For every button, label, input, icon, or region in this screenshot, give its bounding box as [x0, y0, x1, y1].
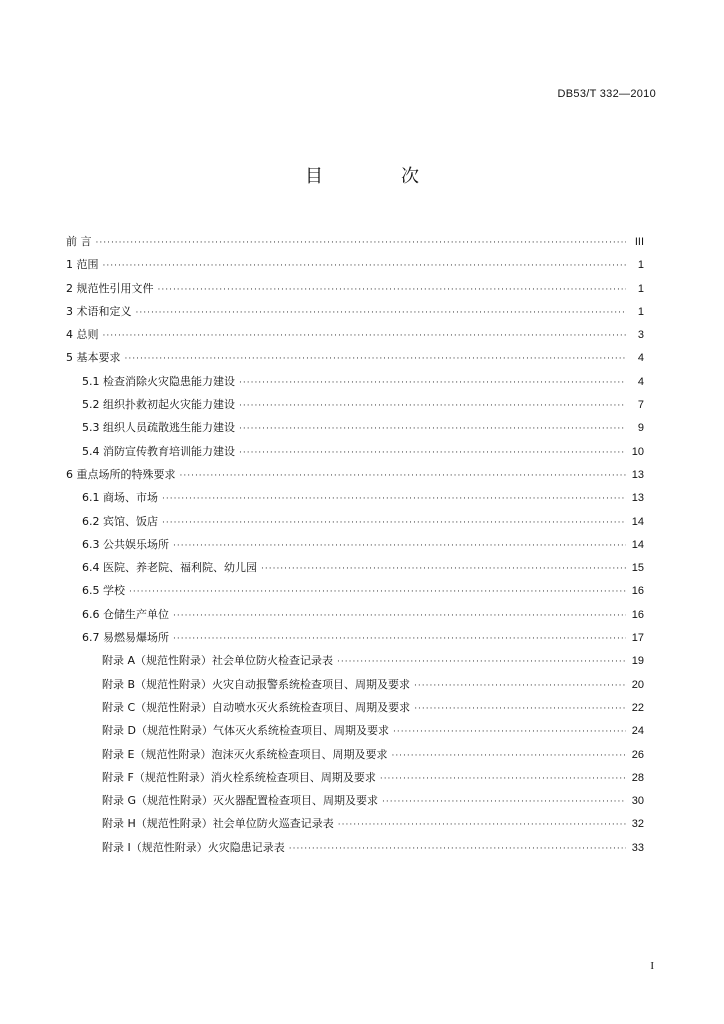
toc-leader-dots: [162, 518, 626, 528]
toc-leader-dots: [103, 331, 627, 341]
toc-entry-label: 4 总则: [66, 328, 99, 342]
toc-entry-label: 附录 B（规范性附录）火灾自动报警系统检查项目、周期及要求: [102, 677, 411, 691]
toc-entry[interactable]: [66, 746, 644, 769]
toc-entry-page: 13: [631, 468, 644, 481]
toc-entry[interactable]: [66, 443, 644, 466]
toc-entry-label: 5.4 消防宣传教育培训能力建设: [82, 444, 235, 458]
toc-entry-page: 20: [631, 678, 644, 691]
toc-leader-dots: [136, 308, 627, 318]
toc-entry-page: 14: [631, 538, 644, 551]
toc-entry-label: 6.2 宾馆、饭店: [82, 514, 158, 528]
toc-entry[interactable]: [66, 489, 644, 512]
toc-entry-label: 附录 F（规范性附录）消火栓系统检查项目、周期及要求: [102, 770, 376, 784]
toc-entry-page: 32: [631, 818, 644, 831]
toc-entry-label: 1 范围: [66, 258, 99, 272]
toc-entry-page: 1: [637, 259, 644, 272]
toc-entry-label: 3 术语和定义: [66, 304, 132, 318]
toc-entry-label: 5.2 组织扑救初起火灾能力建设: [82, 398, 235, 412]
toc-entry[interactable]: [66, 256, 644, 279]
toc-entry[interactable]: [66, 582, 644, 605]
toc-leader-dots: [180, 471, 627, 481]
toc-leader-dots: [414, 704, 626, 714]
toc-entry-label: 附录 H（规范性附录）社会单位防火巡查记录表: [102, 817, 334, 831]
toc-leader-dots: [338, 820, 626, 830]
toc-entry[interactable]: [66, 606, 644, 629]
toc-entry[interactable]: [66, 349, 644, 372]
toc-entry[interactable]: [66, 396, 644, 419]
toc-leader-dots: [337, 657, 626, 667]
toc-entry-label: 6.3 公共娱乐场所: [82, 537, 169, 551]
toc-entry[interactable]: [66, 280, 644, 303]
toc-entry[interactable]: [66, 513, 644, 536]
toc-entry-page: 26: [631, 748, 644, 761]
toc-entry[interactable]: [66, 792, 644, 815]
toc-entry-page: 14: [631, 515, 644, 528]
page-number: I: [650, 960, 654, 972]
toc-entry-label: 6.6 仓储生产单位: [82, 607, 169, 621]
toc-entry-page: 4: [637, 352, 644, 365]
toc-leader-dots: [103, 261, 627, 271]
toc-entry[interactable]: [66, 233, 644, 256]
toc-entry-page: 1: [637, 305, 644, 318]
toc-leader-dots: [125, 354, 627, 364]
toc-entry[interactable]: [66, 419, 644, 442]
toc-entry-label: 6.1 商场、市场: [82, 491, 158, 505]
toc-entry-label: 5 基本要求: [66, 351, 121, 365]
toc-leader-dots: [382, 797, 626, 807]
toc-entry-page: 16: [631, 608, 644, 621]
toc-leader-dots: [239, 448, 626, 458]
toc-entry[interactable]: [66, 676, 644, 699]
toc-leader-dots: [414, 681, 626, 691]
toc-entry-page: 24: [631, 725, 644, 738]
toc-leader-dots: [96, 238, 627, 248]
document-code: DB53/T 332—2010: [557, 88, 656, 100]
toc-entry[interactable]: [66, 373, 644, 396]
toc-entry-page: 28: [631, 771, 644, 784]
toc-entry-label: 附录 G（规范性附录）灭火器配置检查项目、周期及要求: [102, 794, 379, 808]
toc-leader-dots: [173, 541, 626, 551]
toc-leader-dots: [393, 727, 626, 737]
toc-entry-label: 附录 D（规范性附录）气体灭火系统检查项目、周期及要求: [102, 724, 389, 738]
toc-entry[interactable]: [66, 326, 644, 349]
toc-entry[interactable]: [66, 839, 644, 862]
page-title: 目 次: [305, 166, 449, 187]
toc-entry-page: 10: [631, 445, 644, 458]
toc-entry-label: 附录 C（规范性附录）自动喷水灭火系统检查项目、周期及要求: [102, 700, 411, 714]
toc-entry[interactable]: [66, 769, 644, 792]
toc-entry[interactable]: [66, 629, 644, 652]
toc-entry-label: 2 规范性引用文件: [66, 281, 154, 295]
toc-entry-page: 33: [631, 841, 644, 854]
toc-leader-dots: [239, 424, 626, 434]
toc-entry[interactable]: [66, 536, 644, 559]
toc-entry[interactable]: [66, 722, 644, 745]
toc-entry[interactable]: [66, 559, 644, 582]
toc-leader-dots: [162, 494, 626, 504]
toc-entry[interactable]: [66, 815, 644, 838]
toc-leader-dots: [173, 634, 626, 644]
toc-entry-label: 6.7 易燃易爆场所: [82, 631, 169, 645]
table-of-contents: [66, 233, 644, 862]
toc-entry[interactable]: [66, 652, 644, 675]
toc-entry-page: 13: [631, 492, 644, 505]
toc-entry-page: 1: [637, 282, 644, 295]
toc-entry-page: 16: [631, 585, 644, 598]
toc-entry-label: 附录 I（规范性附录）火灾隐患记录表: [102, 840, 285, 854]
toc-entry-page: 17: [631, 632, 644, 645]
toc-entry-page: 22: [631, 701, 644, 714]
toc-entry-label: 6 重点场所的特殊要求: [66, 467, 176, 481]
toc-leader-dots: [129, 587, 626, 597]
toc-entry-label: 前 言: [66, 235, 92, 248]
toc-entry-page: 3: [637, 329, 644, 342]
toc-entry-page: 7: [637, 399, 644, 412]
toc-leader-dots: [391, 751, 626, 761]
toc-entry-page: 15: [631, 562, 644, 575]
toc-entry-label: 6.5 学校: [82, 584, 125, 598]
toc-entry[interactable]: [66, 466, 644, 489]
toc-entry-label: 附录 E（规范性附录）泡沫灭火系统检查项目、周期及要求: [102, 747, 388, 761]
toc-leader-dots: [261, 564, 626, 574]
toc-entry-page: III: [634, 236, 644, 248]
toc-entry[interactable]: [66, 699, 644, 722]
toc-entry-label: 6.4 医院、养老院、福利院、幼儿园: [82, 561, 257, 575]
toc-leader-dots: [239, 401, 626, 411]
toc-leader-dots: [380, 774, 626, 784]
toc-leader-dots: [158, 285, 627, 295]
toc-entry-label: 5.1 检查消除火灾隐患能力建设: [82, 374, 235, 388]
toc-entry-label: 附录 A（规范性附录）社会单位防火检查记录表: [102, 654, 334, 668]
toc-entry-page: 4: [637, 375, 644, 388]
toc-leader-dots: [239, 378, 626, 388]
toc-entry-page: 30: [631, 795, 644, 808]
toc-entry-label: 5.3 组织人员疏散逃生能力建设: [82, 421, 235, 435]
toc-entry-page: 9: [637, 422, 644, 435]
toc-leader-dots: [289, 844, 626, 854]
toc-leader-dots: [173, 611, 626, 621]
toc-entry-page: 19: [631, 655, 644, 668]
toc-entry[interactable]: [66, 303, 644, 326]
